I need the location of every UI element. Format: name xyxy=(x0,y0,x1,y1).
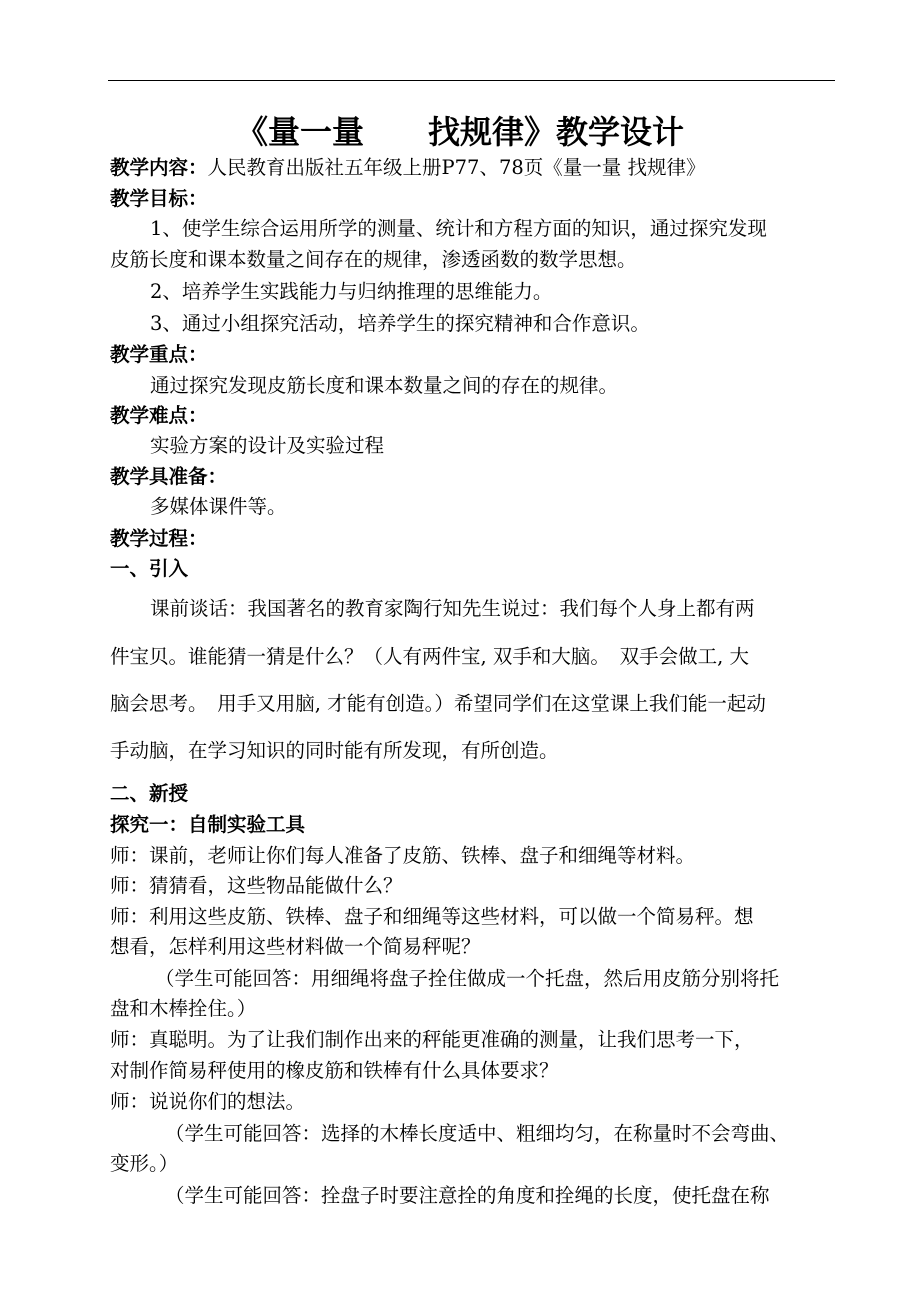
intro-line-4: 手动脑，在学习知识的同时能有所发现，有所创造。 xyxy=(110,739,559,762)
goal-1-line-b: 皮筋长度和课本数量之间存在的规律，渗透函数的数学思想。 xyxy=(110,248,637,271)
header-rule xyxy=(108,80,835,81)
goal-1-line-a: 1、使学生综合运用所学的测量、统计和方程方面的知识，通过探究发现 xyxy=(150,217,767,240)
difficulty-text: 实验方案的设计及实验过程 xyxy=(150,434,385,457)
goal-3: 3、通过小组探究活动，培养学生的探究精神和合作意识。 xyxy=(150,312,650,335)
content-line xyxy=(110,155,705,181)
intro-line-2: 件宝贝。谁能猜一猜是什么？（人有两件宝, 双手和大脑。 双手会做工, 大 xyxy=(110,645,750,668)
content-text: 人民教育出版社五年级上册P77、78页《量一量 找规律》 xyxy=(207,156,706,179)
key-text: 通过探究发现皮筋长度和课本数量之间的存在的规律。 xyxy=(150,374,619,397)
page-title: 《量一量 找规律》教学设计 xyxy=(235,113,684,151)
section-1-heading: 一、引入 xyxy=(110,557,189,580)
dialogue-2: 师：猜猜看，这些物品能做什么？ xyxy=(110,874,403,897)
content-label: 教学内容： xyxy=(110,156,208,179)
dialogue-3-line-a: 师：利用这些皮筋、铁棒、盘子和细绳等这些材料，可以做一个简易秤。想 xyxy=(110,905,754,928)
dialogue-3-line-b: 想看，怎样利用这些材料做一个简易秤呢？ xyxy=(110,935,481,958)
dialogue-5-line-b: 对制作简易秤使用的橡皮筋和铁棒有什么具体要求？ xyxy=(110,1059,559,1082)
tools-text: 多媒体课件等。 xyxy=(150,495,287,518)
student-answer-1-line-b: 盘和木棒拴住。） xyxy=(110,997,257,1020)
process-label: 教学过程： xyxy=(110,527,208,550)
intro-line-1: 课前谈话：我国著名的教育家陶行知先生说过：我们每个人身上都有两 xyxy=(150,597,755,620)
dialogue-5-line-a: 师：真聪明。为了让我们制作出来的秤能更准确的测量，让我们思考一下， xyxy=(110,1028,754,1051)
section-2-heading: 二、新授 xyxy=(110,782,189,805)
goal-2: 2、培养学生实践能力与归纳推理的思维能力。 xyxy=(150,280,553,303)
key-label: 教学重点： xyxy=(110,343,208,366)
student-answer-1-line-a: （学生可能回答：用细绳将盘子拴住做成一个托盘，然后用皮筋分别将托 xyxy=(155,967,780,990)
dialogue-1: 师：课前，老师让你们每人准备了皮筋、铁棒、盘子和细绳等材料。 xyxy=(110,844,696,867)
student-answer-3-line-a: （学生可能回答：拴盘子时要注意拴的角度和拴绳的长度，使托盘在称 xyxy=(165,1184,770,1207)
intro-line-3: 脑会思考。 用手又用脑, 才能有创造。）希望同学们在这堂课上我们能一起动 xyxy=(110,692,766,715)
student-answer-2-line-b: 变形。） xyxy=(110,1152,179,1175)
dialogue-6: 师：说说你们的想法。 xyxy=(110,1090,306,1113)
goals-label: 教学目标： xyxy=(110,187,208,210)
explore-1-heading: 探究一：自制实验工具 xyxy=(110,813,306,836)
student-answer-2-line-a: （学生可能回答：选择的木棒长度适中、粗细均匀，在称量时不会弯曲、 xyxy=(165,1122,790,1145)
tools-label: 教学具准备： xyxy=(110,465,228,488)
difficulty-label: 教学难点： xyxy=(110,404,208,427)
